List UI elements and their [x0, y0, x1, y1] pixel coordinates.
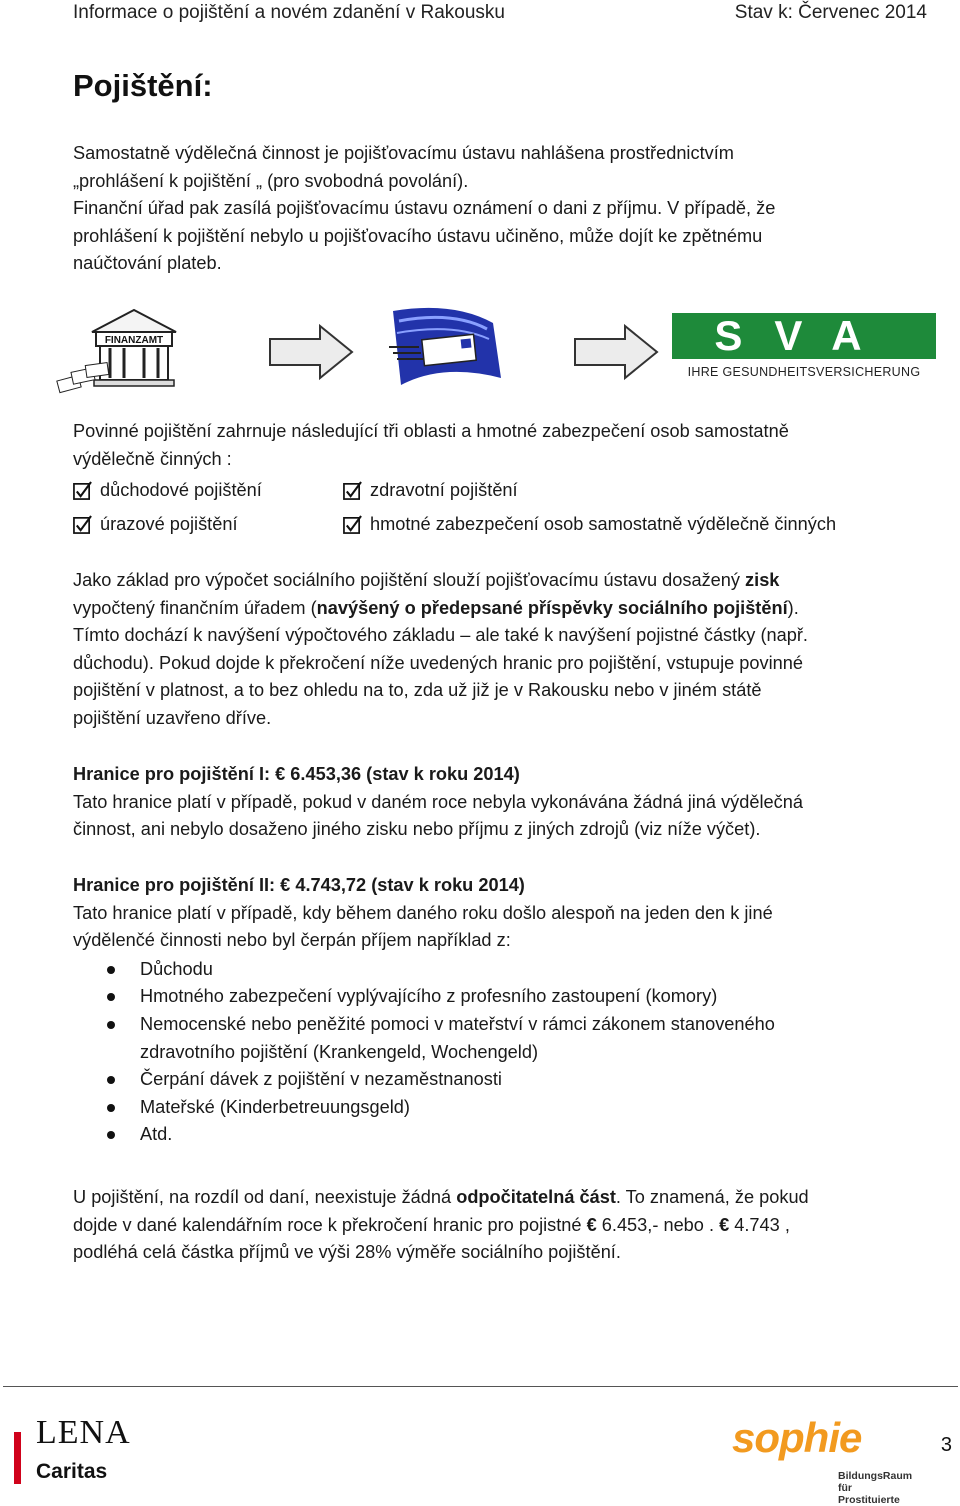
basis-line: pojištění v platnost, a to bez ohledu na to, zda už již je v Rakousku nebo v jiném státě [73, 680, 762, 701]
closing-paragraph [73, 1184, 913, 1267]
euro-symbol: € [719, 1214, 730, 1235]
checklist-label: zdravotní pojištění [370, 480, 518, 500]
emphasis-deductible: odpočitatelná část [456, 1187, 616, 1207]
sva-wordmark: SVA [714, 312, 894, 359]
limit-one-section [73, 761, 913, 844]
sophie-subtitle: BildungsRaum für Prostituierte [838, 1470, 913, 1506]
arrow-right-icon [268, 322, 356, 382]
closing-line: U pojištění, na rozdíl od daní, neexistuje žádná odpočitatelná část. To znamená, že pokud [73, 1187, 809, 1207]
checked-box-icon [73, 515, 92, 534]
header-document-title: Informace o pojištění a novém zdanění v Rakousku [73, 2, 505, 23]
page-title: Pojištění: [73, 68, 213, 103]
checklist-item-material-security [343, 514, 836, 535]
intro-line: prohlášení k pojištění nebylo u pojišťovacího ústavu učiněno, může dojít ke zpětnému [73, 225, 763, 246]
envelope-mail-icon [383, 303, 513, 388]
limit-two-section [73, 872, 913, 1149]
closing-line: dojde v dané kalendářním roce k překročení hranic pro pojistné € 6.453,- nebo . € 4.743 , [73, 1214, 790, 1235]
emphasis-increase: navýšený o předepsané příspěvky sociálního pojištění [316, 597, 788, 618]
basis-line: vypočtený finančním úřadem (navýšený o předepsané příspěvky sociálního pojištění). [73, 597, 799, 618]
limit-one-heading: Hranice pro pojištění I: € 6.453,36 (stav k roku 2014) [73, 764, 520, 784]
caritas-wordmark: Caritas [36, 1460, 108, 1483]
list-item: Čerpání dávek z pojištění v nezaměstnanosti [73, 1066, 913, 1094]
page-number: 3 [940, 1434, 952, 1456]
intro-line: Samostatně výdělečná činnost je pojišťovacímu ústavu nahlášena prostřednictvím [73, 143, 734, 163]
intro-paragraph [73, 140, 913, 278]
income-sources-list [73, 956, 913, 1149]
intro-line: „prohlášení k pojištění „ (pro svobodná povolání). [73, 170, 469, 191]
checklist-item-health [343, 480, 518, 501]
basis-line: Tímto dochází k navýšení výpočtového základu – ale také k navýšení pojistné částky (např. [73, 625, 808, 646]
list-item: Důchodu [73, 956, 913, 984]
footer-divider [3, 1386, 958, 1387]
list-item: Atd. [73, 1121, 913, 1149]
basis-line: Jako základ pro výpočet sociálního pojištění slouží pojišťovacímu ústavu dosažený zisk [73, 570, 780, 590]
limit-two-line: Tato hranice platí v případě, kdy během daného roku došlo alespoň na jeden den k jiné [73, 902, 773, 923]
checklist-label: důchodové pojištění [100, 480, 262, 500]
checked-box-icon [73, 481, 92, 500]
mandatory-insurance-paragraph [73, 418, 913, 473]
limit-two-line: výdělenčé činnosti nebo byl čerpán příjem například z: [73, 930, 511, 951]
list-item: Hmotného zabezpečení vyplývajícího z profesního zastoupení (komory) [73, 983, 913, 1011]
intro-line: naúčtování plateb. [73, 253, 222, 274]
mandatory-line: Povinné pojištění zahrnuje následující tři oblasti a hmotné zabezpečení osob samostatně [73, 421, 789, 441]
sva-tagline: IHRE GESUNDHEITSVERSICHERUNG [687, 365, 921, 379]
lena-wordmark: LENA [36, 1414, 131, 1451]
checklist-label: hmotné zabezpečení osob samostatně výdělečně činných [370, 514, 837, 534]
finanzamt-label: FINANZAMT [104, 335, 164, 346]
basis-line: důchodu). Pokud dojde k překročení níže uvedených hranic pro pojištění, vstupuje povinné [73, 652, 803, 673]
mandatory-line: výdělečně činných : [73, 448, 232, 469]
sophie-wordmark: sophie [732, 1414, 862, 1461]
lena-caritas-logo [14, 1414, 144, 1490]
euro-symbol: € [280, 875, 291, 895]
euro-symbol: € [586, 1214, 597, 1235]
sophie-logo [732, 1414, 913, 1506]
limit-two-heading: Hranice pro pojištění II: € 4.743,72 (stav k roku 2014) [73, 875, 525, 895]
closing-line: podléhá celá částka příjmů ve výši 28% výměře sociálního pojištění. [73, 1242, 621, 1263]
calculation-basis-paragraph [73, 567, 913, 733]
basis-line: pojištění uzavřeno dříve. [73, 707, 272, 728]
checked-box-icon [343, 515, 362, 534]
header-date: Stav k: Červenec 2014 [734, 2, 927, 23]
limit-one-line: činnost, ani nebylo dosaženo jiného zisku nebo příjmu z jiných zdrojů (viz níže výčet). [73, 819, 761, 840]
arrow-right-icon [573, 322, 661, 382]
intro-line: Finanční úřad pak zasílá pojišťovacímu ústavu oznámení o dani z příjmu. V případě, že [73, 198, 776, 219]
finanzamt-building-illustration [52, 300, 217, 400]
checklist-item-pension [73, 480, 262, 501]
checked-box-icon [343, 481, 362, 500]
caritas-red-bar [14, 1432, 21, 1484]
limit-one-line: Tato hranice platí v případě, pokud v daném roce nebyla vykonávána žádná jiná výdělečná [73, 791, 803, 812]
list-item: Mateřské (Kinderbetreuungsgeld) [73, 1094, 913, 1122]
sva-logo [672, 313, 936, 383]
emphasis-profit: zisk [745, 570, 780, 590]
list-item: Nemocenské nebo peněžité pomoci v mateřství v rámci zákonem stanoveného zdravotního pojištění (Krankengeld, Wochengeld) [73, 1011, 913, 1066]
euro-symbol: € [275, 764, 286, 784]
checklist-item-accident [73, 514, 238, 535]
checklist-label: úrazové pojištění [100, 514, 238, 534]
